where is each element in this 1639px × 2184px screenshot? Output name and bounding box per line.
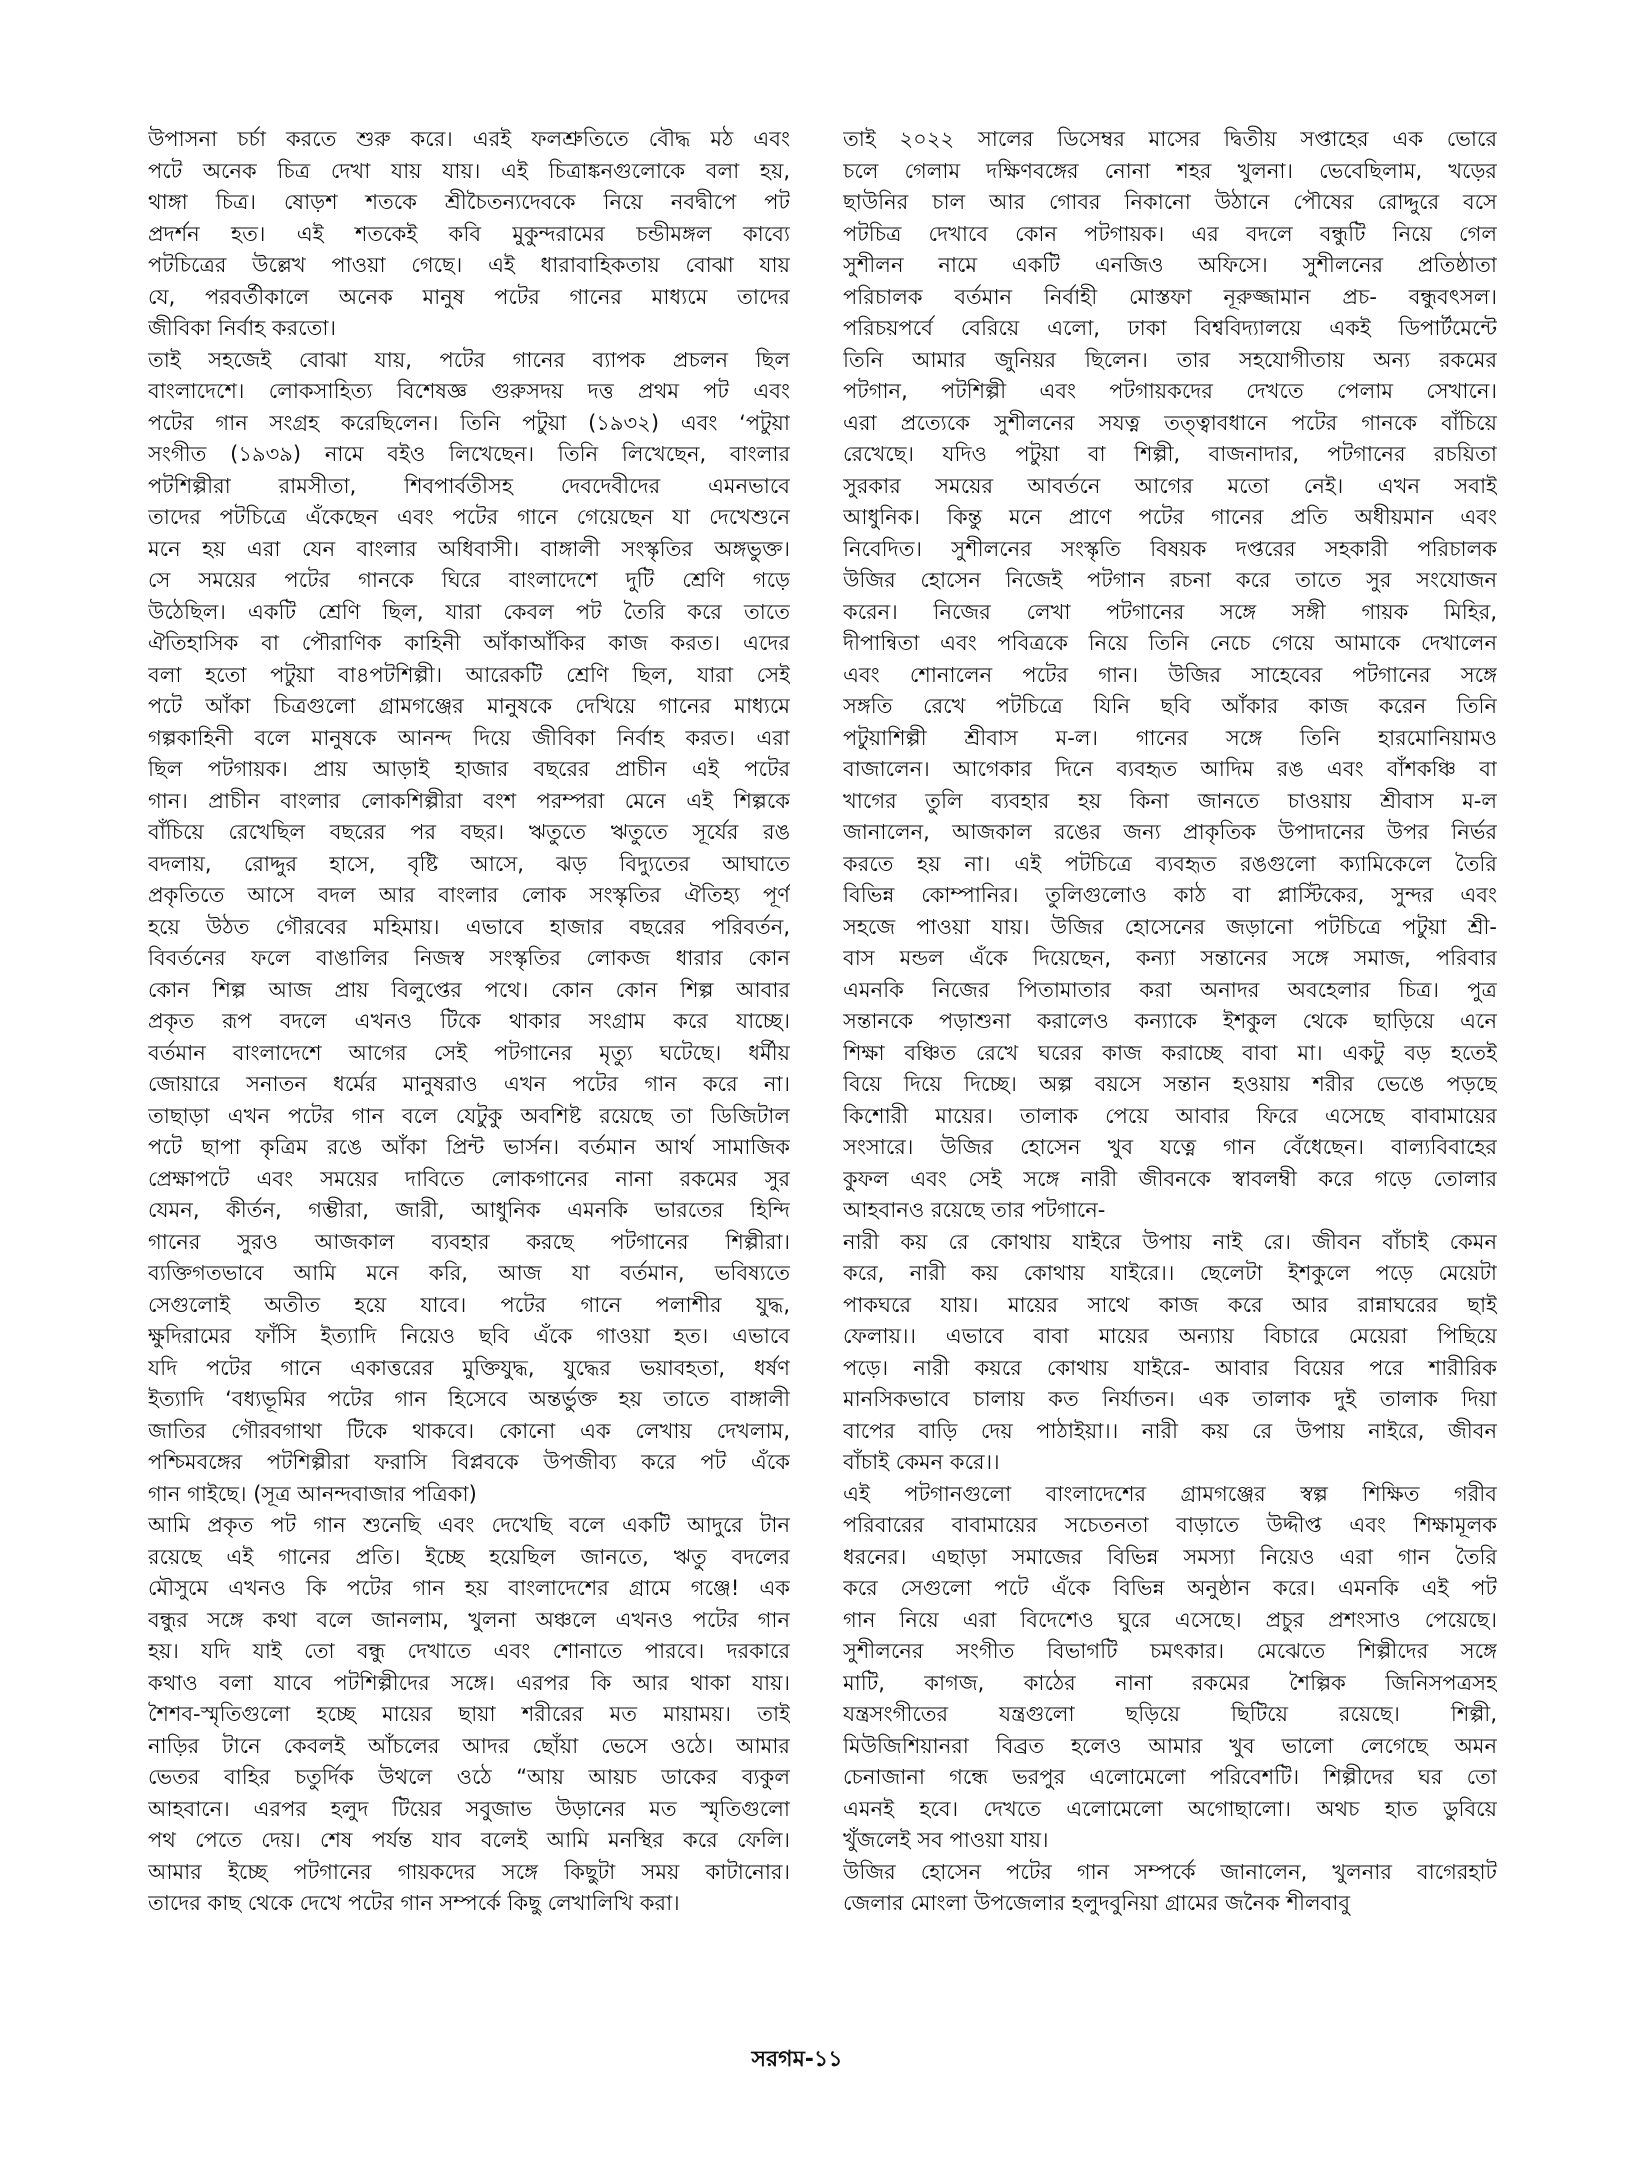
text-line: চেনাজানা গন্ধে ভরপুর এলোমেলো পরিবেশটি। শিল্পীদের ঘর তো	[843, 1765, 1497, 1789]
page-number-footer: সরগম-১১	[751, 2047, 843, 2072]
text-line: আমার ইচ্ছে পটগানের গায়কদের সঙ্গে কিছুটা সময় কাটানোর।	[148, 1859, 790, 1884]
text-line: মৌসুমে এখনও কি পটের গান হয় বাংলাদেশের গ্রামে গঞ্জে! এক	[148, 1576, 790, 1600]
text-line: করেন। নিজের লেখা পটগানের সঙ্গে সঙ্গী গায়ক মিহির,	[843, 599, 1497, 624]
text-line: বিবর্তনের ফলে বাঙালির নিজস্ব সংস্কৃতির লোকজ ধারার কোন	[148, 946, 790, 970]
text-line: উপাসনা চর্চা করতে শুরু করে। এরই ফলশ্রুতিতে বৌদ্ধ মঠ এবং	[148, 127, 790, 151]
text-line: মিউজিশিয়ানরা বিব্রত হলেও আমার খুব ভালো লেগেছে অমন	[843, 1733, 1497, 1758]
text-line: খুঁজলেই সব পাওয়া যায়।	[843, 1828, 1049, 1852]
text-line: তাদের কাছ থেকে দেখে পটের গান সম্পর্কে কিছু লেখালিখি করা।	[148, 1891, 680, 1915]
text-line: দীপান্বিতা এবং পবিত্রকে নিয়ে তিনি নেচে গেয়ে আমাকে দেখালেন	[843, 631, 1497, 655]
paragraph	[843, 1227, 1497, 1479]
text-line: পটচিত্রের উল্লেখ পাওয়া গেছে। এই ধারাবাহিকতায় বোঝা যায়	[148, 253, 790, 277]
text-line: প্রদর্শন হত। এই শতকেই কবি মুকুন্দরামের চন্ডীমঙ্গল কাব্যে	[148, 221, 790, 246]
text-line: পশ্চিমবঙ্গের পটশিল্পীরা ফরাসি বিপ্লবকে উপজীব্য করে পট এঁকে	[148, 1450, 790, 1474]
text-line: থাঙ্গা চিত্র। ষোড়শ শতকে শ্রীচৈতন্যদেবকে নিয়ে নবদ্বীপে পট	[148, 190, 790, 214]
text-line: বন্ধুর সঙ্গে কথা বলে জানলাম, খুলনা অঞ্চলে এখনও পটের গান	[148, 1607, 790, 1632]
text-line: ফেলায়।। এভাবে বাবা মায়ের অন্যায় বিচারে মেয়েরা পিছিয়ে	[843, 1324, 1497, 1348]
text-line: বর্তমান বাংলাদেশে আগের সেই পটগানের মৃত্যু ঘটেছে। ধর্মীয়	[148, 1040, 790, 1065]
text-line: গান গাইছে। (সূত্র আনন্দবাজার পত্রিকা)	[148, 1481, 477, 1506]
text-line: সন্তানকে পড়াশুনা করালেও কন্যাকে ইশকুল থেকে ছাড়িয়ে এনে	[843, 1009, 1497, 1033]
text-line: জীবিকা নির্বাহ করতো।	[148, 316, 337, 340]
text-line: পটে আঁকা চিত্রগুলো গ্রামগঞ্জের মানুষকে দেখিয়ে গানের মাধ্যমে	[148, 694, 790, 718]
text-line: জানালেন, আজকাল রঙের জন্য প্রাকৃতিক উপাদানের উপর নির্ভর	[843, 820, 1497, 844]
text-line: সংগীত (১৯৩৯) নামে বইও লিখেছেন। তিনি লিখেছেন, বাংলার	[148, 442, 790, 466]
text-line: পটে ছাপা কৃত্রিম রঙে আঁকা প্রিন্ট ভার্সন। বর্তমান আর্থ সামাজিক	[148, 1135, 790, 1159]
text-line: যেমন, কীর্তন, গম্ভীরা, জারী, আধুনিক এমনকি ভারতের হিন্দি	[148, 1198, 790, 1222]
text-line: ব্যক্তিগতভাবে আমি মনে করি, আজ যা বর্তমান, ভবিষ্যতে	[148, 1261, 790, 1285]
text-line: মনে হয় এরা যেন বাংলার অধিবাসী। বাঙ্গালী সংস্কৃতির অঙ্গভুক্ত।	[148, 536, 790, 561]
text-line: বাপের বাড়ি দেয় পাঠাইয়া।। নারী কয় রে উপায় নাইরে, জীবন	[843, 1418, 1497, 1443]
text-line: কুফল এবং সেই সঙ্গে নারী জীবনকে স্বাবলম্বী করে গড়ে তোলার	[843, 1166, 1497, 1191]
text-line: আমি প্রকৃত পট গান শুনেছি এবং দেখেছি বলে একটি আদুরে টান	[148, 1513, 790, 1537]
text-line: পড়ে। নারী কয়রে কোথায় যাইরে- আবার বিয়ের পরে শারীরিক	[843, 1355, 1497, 1380]
text-line: জেলার মোংলা উপজেলার হলুদবুনিয়া গ্রামের জনৈক শীলবাবু	[843, 1891, 1351, 1915]
text-line: করতে হয় না। এই পটচিত্রে ব্যবহৃত রঙগুলো ক্যামিকেলে তৈরি	[843, 851, 1497, 876]
text-line: বাঁচিয়ে রেখেছিল বছরের পর বছর। ঋতুতে ঋতুতে সূর্যের রঙ	[148, 820, 790, 844]
text-line: নাড়ির টানে কেবলই আঁচলের আদর ছোঁয়া ভেসে ওঠে। আমার	[148, 1733, 790, 1758]
text-line: সহজে পাওয়া যায়। উজির হোসেনের জড়ানো পটচিত্রে পটুয়া শ্রী-	[843, 914, 1497, 939]
text-line: গান। প্রাচীন বাংলার লোকশিল্পীরা বংশ পরম্পরা মেনে এই শিল্পকে	[148, 788, 790, 813]
text-line: আধুনিক। কিন্তু মনে প্রাণে পটের গানের প্রতি অধীয়মান এবং	[843, 505, 1497, 529]
left-text-column	[148, 124, 790, 1920]
text-line: পরিচালক বর্তমান নির্বাহী মোস্তফা নূরুজ্জামান প্রচ- বন্ধুবৎসল।	[843, 284, 1497, 309]
text-line: শিক্ষা বঞ্চিত রেখে ঘরের কাজ করাচ্ছে বাবা মা। একটু বড় হতেই	[843, 1040, 1497, 1065]
text-line: প্রেক্ষাপটে এবং সময়ের দাবিতে লোকগানের নানা রকমের সুর	[148, 1166, 790, 1191]
text-line: গল্পকাহিনী বলে মানুষকে আনন্দ দিয়ে জীবিকা নির্বাহ করত। এরা	[148, 725, 790, 750]
text-line: এমনই হবে। দেখতে এলোমেলো অগোছালো। অথচ হাত ডুবিয়ে	[843, 1796, 1497, 1821]
text-line: করে, নারী কয় কোথায় যাইরে।। ছেলেটা ইশকুলে পড়ে মেয়েটা	[843, 1261, 1497, 1285]
text-line: খাগের তুলি ব্যবহার হয় কিনা জানতে চাওয়ায় শ্রীবাস ম-ল	[843, 788, 1497, 813]
text-line: চলে গেলাম দক্ষিণবঙ্গের নোনা শহর খুলনা। ভেবেছিলাম, খড়ের	[843, 158, 1497, 183]
text-line: পটশিল্পীরা রামসীতা, শিবপার্বতীসহ দেবদেবীদের এমনভাবে	[148, 473, 790, 498]
text-line: হয়। যদি যাই তো বন্ধু দেখাতে এবং শোনাতে পারবে। দরকারে	[148, 1639, 790, 1663]
text-line: যদি পটের গানে একাত্তরের মুক্তিযুদ্ধ, যুদ্ধের ভয়াবহতা, ধর্ষণ	[148, 1355, 790, 1380]
text-line: এমনকি নিজের পিতামাতার করা অনাদর অবহেলার চিত্র। পুত্র	[843, 977, 1497, 1002]
text-line: ছাউনির চাল আর গোবর নিকানো উঠানে পৌষের রোদ্দুরে বসে	[843, 190, 1497, 214]
text-line: উঠেছিল। একটি শ্রেণি ছিল, যারা কেবল পট তৈরি করে তাতে	[148, 599, 790, 624]
text-line: পটগান, পটশিল্পী এবং পটগায়কদের দেখতে পেলাম সেখানে।	[843, 379, 1497, 403]
text-line: ক্ষুদিরামের ফাঁসি ইত্যাদি নিয়েও ছবি এঁকে গাওয়া হত। এভাবে	[148, 1324, 790, 1348]
text-line: তিনি আমার জুনিয়র ছিলেন। তার সহযোগীতায় অন্য রকমের	[843, 347, 1497, 372]
text-line: তাছাড়া এখন পটের গান বলে যেটুকু অবশিষ্ট রয়েছে তা ডিজিটাল	[148, 1103, 790, 1128]
text-line: যে, পরবর্তীকালে অনেক মানুষ পটের গানের মাধ্যমে তাদের	[148, 284, 790, 309]
text-line: কিশোরী মায়ের। তালাক পেয়ে আবার ফিরে এসেছে বাবামায়ের	[843, 1103, 1497, 1128]
text-line: বাজালেন। আগেকার দিনে ব্যবহৃত আদিম রঙ এবং বাঁশকঞ্চি বা	[843, 757, 1497, 781]
text-line: এবং শোনালেন পটের গান। উজির সাহেবের পটগানের সঙ্গে	[843, 662, 1497, 687]
text-line: যন্ত্রসংগীতের যন্ত্রগুলো ছড়িয়ে ছিটিয়ে রয়েছে। শিল্পী,	[843, 1702, 1497, 1726]
paragraph	[148, 345, 790, 1511]
text-line: হয়ে উঠত গৌরবের মহিমায়। এভাবে হাজার বছরের পরিবর্তন,	[148, 914, 790, 939]
text-line: পটে অনেক চিত্র দেখা যায় যায়। এই চিত্রাঙ্কনগুলোকে বলা হয়,	[148, 158, 790, 183]
text-line: নারী কয় রে কোথায় যাইরে উপায় নাই রে। জীবন বাঁচাই কেমন	[843, 1229, 1497, 1254]
text-line: ধরনের। এছাড়া সমাজের বিভিন্ন সমস্যা নিয়েও এরা গান তৈরি	[843, 1544, 1497, 1569]
text-line: পরিবারের বাবামায়ের সচেতনতা বাড়াতে উদ্দীপ্ত এবং শিক্ষামূলক	[843, 1513, 1497, 1537]
paragraph	[843, 1479, 1497, 1857]
text-line: বাঁচাই কেমন করে।।	[843, 1450, 1000, 1474]
text-line: ভেতর বাহির চতুর্দিক উথলে ওঠে “আয় আয়চ ডাকের ব্যকুল	[148, 1765, 790, 1789]
text-line: গান নিয়ে এরা বিদেশেও ঘুরে এসেছে। প্রচুর প্রশংসাও পেয়েছে।	[843, 1607, 1497, 1632]
text-line: পাকঘরে যায়। মায়ের সাথে কাজ করে আর রান্নাঘরের ছাই	[843, 1292, 1497, 1317]
text-line: পথ পেতে দেয়। শেষ পর্যন্ত যাব বলেই আমি মনস্থির করে ফেলি।	[148, 1828, 790, 1852]
text-line: জাতির গৌরবগাথা টিকে থাকবে। কোনো এক লেখায় দেখলাম,	[148, 1418, 790, 1443]
text-line: উজির হোসেন নিজেই পটগান রচনা করে তাতে সুর সংযোজন	[843, 568, 1497, 592]
text-line: পটুয়াশিল্পী শ্রীবাস ম-ল। গানের সঙ্গে তিনি হারমোনিয়ামও	[843, 725, 1497, 750]
text-line: এই পটগানগুলো বাংলাদেশের গ্রামগঞ্জের স্বল্প শিক্ষিত গরীব	[843, 1481, 1497, 1506]
paragraph	[148, 1510, 790, 1920]
text-line: বিভিন্ন কোম্পানির। তুলিগুলোও কাঠ বা প্লাস্টিকের, সুন্দর এবং	[843, 883, 1497, 907]
text-line: কথাও বলা যাবে পটশিল্পীদের সঙ্গে। এরপর কি আর থাকা যায়।	[148, 1670, 790, 1695]
text-line: মানসিকভাবে চালায় কত নির্যাতন। এক তালাক দুই তালাক দিয়া	[843, 1387, 1497, 1411]
text-line: এরা প্রত্যেকে সুশীলনের সযত্ন তত্ত্বাবধানে পটের গানকে বাঁচিয়ে	[843, 410, 1497, 435]
text-line: ইত্যাদি ‘বধ্যভূমির পটের গান হিসেবে অন্তর্ভুক্ত হয় তাতে বাঙ্গালী	[148, 1387, 790, 1411]
text-line: নিবেদিত। সুশীলনের সংস্কৃতি বিষয়ক দপ্তরের সহকারী পরিচালক	[843, 536, 1497, 561]
text-line: গানের সুরও আজকাল ব্যবহার করছে পটগানের শিল্পীরা।	[148, 1229, 790, 1254]
text-line: তাই সহজেই বোঝা যায়, পটের গানের ব্যাপক প্রচলন ছিল	[148, 347, 790, 372]
text-line: পটচিত্র দেখাবে কোন পটগায়ক। এর বদলে বন্ধুটি নিয়ে গেল	[843, 221, 1497, 246]
text-line: প্রকৃত রূপ বদলে এখনও টিকে থাকার সংগ্রাম করে যাচ্ছে।	[148, 1009, 790, 1033]
text-line: ঐতিহাসিক বা পৌরাণিক কাহিনী আঁকাআঁকির কাজ করত। এদের	[148, 631, 790, 655]
text-line: বিয়ে দিয়ে দিচ্ছে। অল্প বয়সে সন্তান হওয়ায় শরীর ভেঙে পড়ছে	[843, 1072, 1497, 1096]
text-line: শৈশব-স্মৃতিগুলো হচ্ছে মায়ের ছায়া শরীরের মত মায়াময়। তাই	[148, 1702, 790, 1726]
text-line: কোন শিল্প আজ প্রায় বিলুপ্তের পথে। কোন কোন শিল্প আবার	[148, 977, 790, 1002]
text-line: রেখেছে। যদিও পটুয়া বা শিল্পী, বাজনাদার, পটগানের রচয়িতা	[843, 442, 1497, 466]
paragraph	[843, 124, 1497, 1227]
text-line: বলা হতো পটুয়া বা৪পটশিল্পী। আরেকটি শ্রেণি ছিল, যারা সেই	[148, 662, 790, 687]
paragraph	[148, 124, 790, 345]
text-line: সুশীলনের সংগীত বিভাগটি চমৎকার। মেঝেতে শিল্পীদের সঙ্গে	[843, 1639, 1497, 1663]
paragraph	[843, 1857, 1497, 1920]
text-line: পরিচয়পর্বে বেরিয়ে এলো, ঢাকা বিশ্ববিদ্যালয়ে একই ডিপার্টমেন্টে	[843, 316, 1497, 340]
text-line: বাংলাদেশে। লোকসাহিত্য বিশেষজ্ঞ গুরুসদয় দত্ত প্রথম পট এবং	[148, 379, 790, 403]
text-line: বাস মন্ডল এঁকে দিয়েছেন, কন্যা সন্তানের সঙ্গে সমাজ, পরিবার	[843, 946, 1497, 970]
text-line: আহবানে। এরপর হলুদ টিয়ের সবুজাভ উড়ানের মত স্মৃতিগুলো	[148, 1796, 790, 1821]
text-line: জোয়ারে সনাতন ধর্মের মানুষরাও এখন পটের গান করে না।	[148, 1072, 790, 1096]
text-line: ছিল পটগায়ক। প্রায় আড়াই হাজার বছরের প্রাচীন এই পটের	[148, 757, 790, 781]
text-line: সুশীলন নামে একটি এনজিও অফিসে। সুশীলনের প্রতিষ্ঠাতা	[843, 253, 1497, 277]
text-line: রয়েছে এই গানের প্রতি। ইচ্ছে হয়েছিল জানতে, ঋতু বদলের	[148, 1544, 790, 1569]
text-line: মাটি, কাগজ, কাঠের নানা রকমের শৈল্পিক জিনিসপত্রসহ	[843, 1670, 1497, 1695]
right-text-column	[843, 124, 1497, 1920]
text-line: পটের গান সংগ্রহ করেছিলেন। তিনি পটুয়া (১৯৩২) এবং ‘পটুয়া	[148, 410, 790, 435]
text-line: বদলায়, রোদ্দুর হাসে, বৃষ্টি আসে, ঝড় বিদ্যুতের আঘাতে	[148, 851, 790, 876]
text-line: সে সময়ের পটের গানকে ঘিরে বাংলাদেশে দুটি শ্রেণি গড়ে	[148, 568, 790, 592]
text-line: তাদের পটচিত্রে এঁকেছেন এবং পটের গানে গেয়েছেন যা দেখেশুনে	[148, 505, 790, 529]
text-line: তাই ২০২২ সালের ডিসেম্বর মাসের দ্বিতীয় সপ্তাহের এক ভোরে	[843, 127, 1497, 151]
text-line: সুরকার সময়ের আবর্তনে আগের মতো নেই। এখন সবাই	[843, 473, 1497, 498]
text-line: সঙ্গতি রেখে পটচিত্রে যিনি ছবি আঁকার কাজ করেন তিনি	[843, 694, 1497, 718]
text-line: উজির হোসেন পটের গান সম্পর্কে জানালেন, খুলনার বাগেরহাট	[843, 1859, 1497, 1884]
text-line: করে সেগুলো পটে এঁকে বিভিন্ন অনুষ্ঠান করে। এমনকি এই পট	[843, 1576, 1497, 1600]
text-line: সেগুলোই অতীত হয়ে যাবে। পটের গানে পলাশীর যুদ্ধ,	[148, 1292, 790, 1317]
text-line: আহবানও রয়েছে তার পটগানে-	[843, 1198, 1106, 1222]
text-line: সংসারে। উজির হোসেন খুব যত্নে গান বেঁধেছেন। বাল্যবিবাহের	[843, 1135, 1497, 1159]
text-line: প্রকৃতিতে আসে বদল আর বাংলার লোক সংস্কৃতির ঐতিহ্য পূর্ণ	[148, 883, 790, 907]
